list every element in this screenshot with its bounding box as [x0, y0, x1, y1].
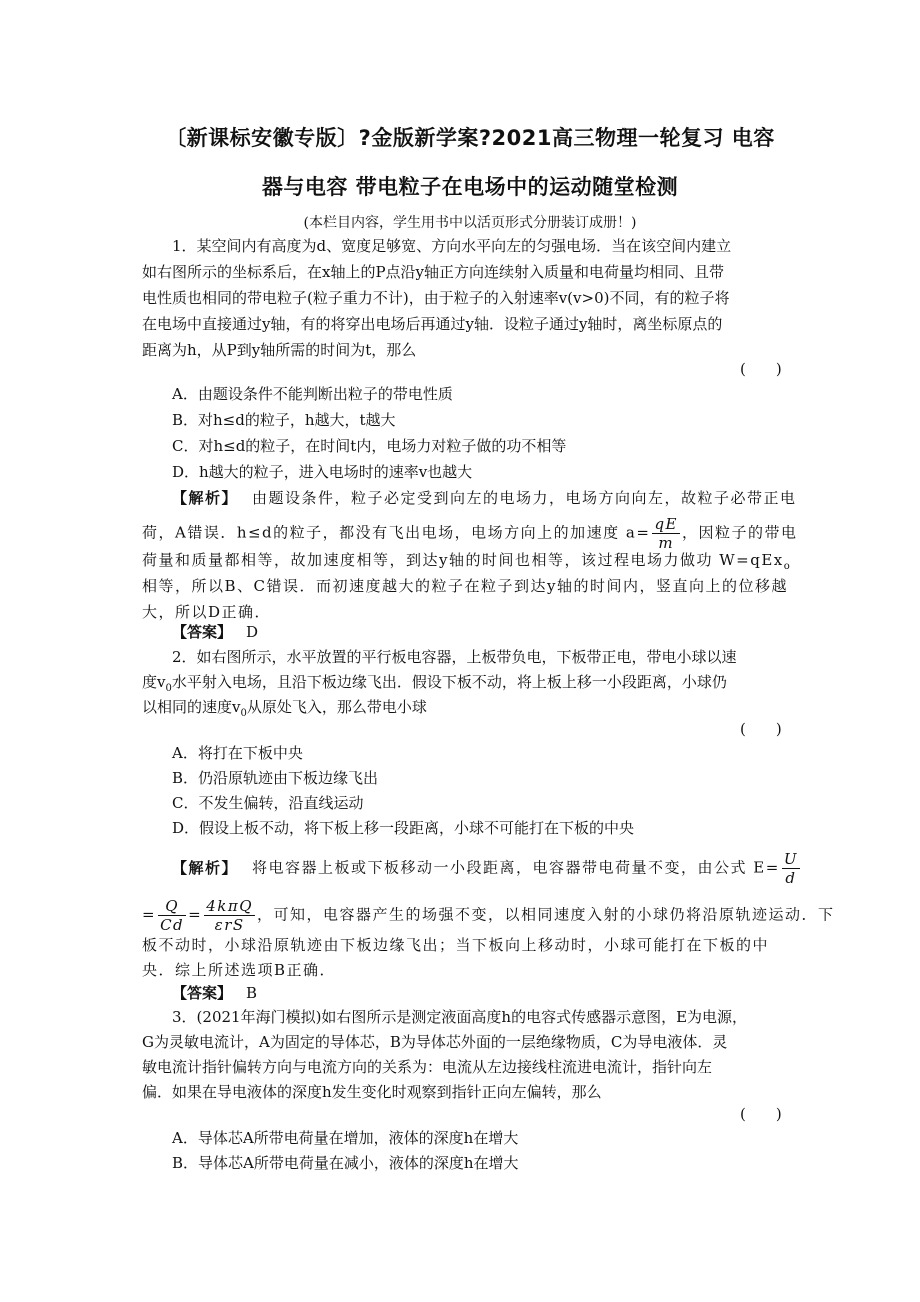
q3-stem-line-2: G为灵敏电流计，A为固定的导体芯，B为导体芯外面的一层绝缘物质，C为导电液体．灵: [142, 1033, 728, 1051]
q1-analysis-line-4: 相等，所以B、C错误．而初速度越大的粒子在粒子到达y轴的时间内，竖直向上的位移越: [142, 577, 788, 595]
q2-option-b: B．仍沿原轨迹由下板边缘飞出: [172, 769, 379, 787]
q1-analysis-text-1: 由题设条件，粒子必定受到向左的电场力，电场方向向左，故粒子必带正电: [252, 489, 797, 507]
q1-stem-line-4: 在电场中直接通过y轴，有的将穿出电场后再通过y轴．设粒子通过y轴时，离坐标原点的: [142, 315, 723, 333]
q1-stem-line-2: 如右图所示的坐标系后，在x轴上的P点沿y轴正方向连续射入质量和电荷量均相同、且带: [142, 263, 725, 281]
q2-stem-line-3b: 从原处飞入，那么带电小球: [246, 698, 427, 716]
q2-stem-line-1: 2．如右图所示，水平放置的平行板电容器，上板带负电，下板带正电，带电小球以速: [172, 648, 737, 666]
q1-analysis-line-5: 大，所以D正确．: [142, 603, 272, 621]
q1-answer-bracket: ( ): [740, 360, 782, 378]
q2-analysis-text-2: ，可知，电容器产生的场强不变，以相同速度入射的小球仍将沿原轨迹运动．下: [257, 905, 835, 924]
q1-analysis-line-3: [142, 550, 792, 577]
coulomb-numerator: 4kπQ: [206, 897, 254, 915]
document-title-line-1: 〔新课标安徽专版〕?金版新学案?2021高三物理一轮复习 电容: [165, 126, 775, 150]
q2-stem-line-2: [142, 672, 782, 699]
q2-option-a: A．将打在下板中央: [172, 744, 303, 762]
field-formula-denominator: d: [785, 869, 797, 887]
q3-option-a: A．导体芯A所带电荷量在增加，液体的深度h在增大: [172, 1129, 519, 1147]
q1-analysis-line-2: [142, 515, 798, 552]
q2-analysis-line-3: 板不动时，小球沿原轨迹由下板边缘飞出；当下板向上移动时，小球可能打在下板的中: [142, 936, 770, 954]
q2-stem-line-2a: 度v: [142, 673, 166, 691]
q2-analysis-line-1: [172, 850, 812, 887]
capacitance-denominator: Cd: [160, 916, 185, 934]
document-subtitle: (本栏目内容，学生用书中以活页形式分册装订成册！): [303, 215, 637, 231]
field-formula-fraction: [782, 850, 800, 887]
q2-stem-line-3a: 以相同的速度v: [142, 698, 241, 716]
capacitance-fraction: [158, 897, 186, 934]
q1-analysis-text-3: 荷量和质量都相等，故加速度相等，到达y轴的时间也相等，该过程电场力做功 W=qEx: [142, 551, 784, 569]
q1-analysis-subscript: o: [783, 561, 792, 572]
q3-stem-line-4: 偏．如果在导电液体的深度h发生变化时观察到指针正向左偏转，那么: [142, 1083, 602, 1101]
acceleration-fraction: [652, 515, 680, 552]
q2-analysis-label: 【解析】: [172, 858, 239, 877]
q2-answer-value: B: [246, 984, 258, 1002]
document-title-line-2: 器与电容 带电粒子在电场中的运动随堂检测: [261, 175, 679, 199]
q2-analysis-line-4: 央．综上所述选项B正确．: [142, 961, 337, 979]
q2-analysis-text-1: 将电容器上板或下板移动一小段距离，电容器带电荷量不变，由公式 E=: [252, 858, 780, 877]
q3-option-b: B．导体芯A所带电荷量在减小，液体的深度h在增大: [172, 1154, 519, 1172]
q2-analysis-line-2: [142, 897, 835, 934]
q1-analysis-text-2a: 荷，A错误．h≤d的粒子，都没有飞出电场，电场方向上的加速度 a=: [142, 523, 651, 542]
coulomb-denominator: εrS: [214, 916, 245, 934]
acceleration-fraction-denominator: m: [658, 534, 675, 552]
q2-equals-sign-2: =: [188, 905, 203, 924]
q2-v0-subscript-2: 0: [240, 708, 247, 719]
q2-option-d: D．假设上板不动，将下板上移一段距离，小球不可能打在下板的中央: [172, 819, 635, 837]
q1-option-b: B．对h≤d的粒子，h越大，t越大: [172, 411, 396, 429]
capacitance-numerator: Q: [158, 897, 186, 916]
q1-analysis-label: 【解析】: [172, 489, 239, 507]
q1-answer-line: [172, 622, 812, 642]
field-formula-numerator: U: [783, 850, 798, 868]
q3-stem-line-1: 3．(2021年海门模拟)如右图所示是测定液面高度h的电容式传感器示意图，E为电源，: [172, 1008, 748, 1026]
q2-answer-line: [172, 983, 812, 1003]
q3-answer-bracket: ( ): [740, 1105, 782, 1123]
q3-stem-line-3: 敏电流计指针偏转方向与电流方向的关系为：电流从左边接线柱流进电流计，指针向左: [142, 1058, 713, 1076]
q2-answer-bracket: ( ): [740, 720, 782, 738]
acceleration-fraction-numerator: qE: [654, 515, 679, 533]
q1-analysis-line-1: [172, 488, 812, 508]
q1-stem-line-5: 距离为h，从P到y轴所需的时间为t，那么: [142, 341, 417, 359]
q2-option-c: C．不发生偏转，沿直线运动: [172, 794, 364, 812]
q1-option-a: A．由题设条件不能判断出粒子的带电性质: [172, 385, 453, 403]
q1-stem-line-3: 电性质也相同的带电粒子(粒子重力不计)，由于粒子的入射速率v(v>0)不同，有的粒子将: [142, 289, 730, 307]
q1-option-d: D．h越大的粒子，进入电场时的速率v也越大: [172, 463, 473, 481]
coulomb-fraction: [204, 897, 255, 934]
q2-stem-line-3: [142, 697, 782, 724]
q1-analysis-text-2b: ，因粒子的带电: [682, 523, 798, 542]
q1-stem-line-1: 1．某空间内有高度为d、宽度足够宽、方向水平向左的匀强电场．当在该空间内建立: [172, 237, 732, 255]
q2-stem-line-2b: 水平射入电场，且沿下板边缘飞出．假设下板不动，将上板上移一小段距离，小球仍: [171, 673, 727, 691]
q2-answer-label: 【答案】: [172, 984, 233, 1002]
q1-option-c: C．对h≤d的粒子，在时间t内，电场力对粒子做的功不相等: [172, 437, 567, 455]
q1-answer-value: D: [246, 623, 259, 641]
q2-v0-subscript-1: 0: [165, 683, 172, 694]
q2-equals-sign: =: [142, 905, 157, 924]
q1-answer-label: 【答案】: [172, 623, 233, 641]
